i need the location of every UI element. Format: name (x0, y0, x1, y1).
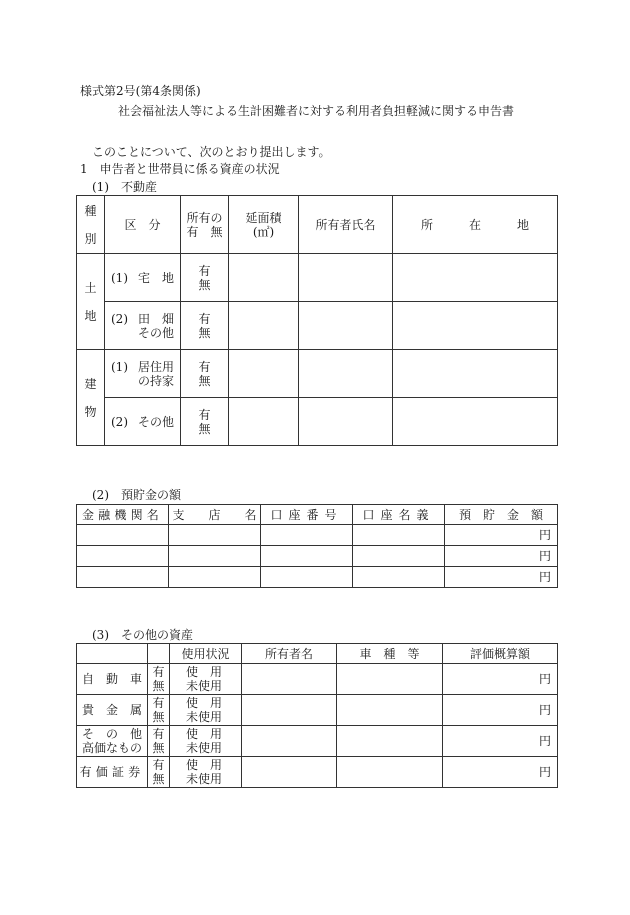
yes-no-header-blank (148, 644, 170, 664)
bank-name-cell[interactable] (77, 525, 169, 546)
owner-name-cell[interactable] (299, 398, 393, 446)
owner-cell[interactable] (242, 757, 337, 788)
ownership-header: 所有の 有 無 (181, 196, 229, 254)
floor-area-cell[interactable] (229, 398, 299, 446)
account-holder-header: 口座名義 (353, 505, 445, 525)
owner-cell[interactable] (242, 726, 337, 757)
table-row (77, 757, 558, 788)
owner-cell[interactable] (242, 695, 337, 726)
yes-no-cell: 有 無 (148, 664, 170, 695)
yes-no-cell: 有 無 (148, 726, 170, 757)
balance-cell[interactable]: 円 (445, 525, 558, 546)
account-holder-cell[interactable] (353, 567, 445, 588)
kind-building: 建 物 (77, 350, 105, 446)
vehicle-type-cell[interactable] (337, 757, 443, 788)
savings-heading: (2) 預貯金の額 (92, 488, 181, 502)
bank-name-cell[interactable] (77, 546, 169, 567)
branch-name-cell[interactable] (169, 567, 261, 588)
real-estate-table (76, 195, 558, 446)
table-row (77, 695, 558, 726)
usage-header: 使用状況 (170, 644, 242, 664)
asset-label: そ の 他 高価なもの (77, 726, 148, 757)
floor-area-header: 延面積 (㎡) (229, 196, 299, 254)
owner-header: 所有者名 (242, 644, 337, 664)
real-estate-heading: (1) 不動産 (92, 180, 157, 194)
category-cell: (2) その他 (105, 398, 181, 446)
table-row (77, 567, 558, 588)
account-number-header: 口座番号 (261, 505, 353, 525)
location-cell[interactable] (393, 254, 558, 302)
intro-text: このことについて、次のとおり提出します。 (92, 145, 331, 159)
ownership-cell: 有 無 (181, 302, 229, 350)
valuation-cell[interactable]: 円 (443, 726, 558, 757)
vehicle-type-header: 車 種 等 (337, 644, 443, 664)
vehicle-type-cell[interactable] (337, 695, 443, 726)
table-row (77, 350, 558, 398)
usage-cell: 使 用 未使用 (170, 664, 242, 695)
table-row (77, 398, 558, 446)
balance-cell[interactable]: 円 (445, 567, 558, 588)
owner-name-cell[interactable] (299, 302, 393, 350)
valuation-cell[interactable]: 円 (443, 664, 558, 695)
location-cell[interactable] (393, 398, 558, 446)
kind-land: 土 地 (77, 254, 105, 350)
savings-table (76, 504, 558, 588)
branch-name-cell[interactable] (169, 546, 261, 567)
category-cell: (2) 田 畑 その他 (105, 302, 181, 350)
location-cell[interactable] (393, 302, 558, 350)
account-number-cell[interactable] (261, 567, 353, 588)
yes-no-cell: 有 無 (148, 695, 170, 726)
usage-cell: 使 用 未使用 (170, 757, 242, 788)
ownership-cell: 有 無 (181, 398, 229, 446)
branch-name-cell[interactable] (169, 525, 261, 546)
category-header: 区 分 (105, 196, 181, 254)
other-assets-heading: (3) その他の資産 (92, 628, 193, 642)
document-title: 社会福祉法人等による生計困難者に対する利用者負担軽減に関する申告書 (118, 104, 515, 118)
table-row (77, 302, 558, 350)
location-header: 所 在 地 (393, 196, 558, 254)
bank-name-cell[interactable] (77, 567, 169, 588)
account-number-cell[interactable] (261, 546, 353, 567)
table-row (77, 254, 558, 302)
location-cell[interactable] (393, 350, 558, 398)
branch-name-header: 支 店 名 (169, 505, 261, 525)
category-cell: (1) 宅 地 (105, 254, 181, 302)
floor-area-cell[interactable] (229, 350, 299, 398)
account-holder-cell[interactable] (353, 546, 445, 567)
balance-cell[interactable]: 円 (445, 546, 558, 567)
table-row (77, 546, 558, 567)
form-number: 様式第2号(第4条関係) (80, 84, 201, 98)
owner-cell[interactable] (242, 664, 337, 695)
account-number-cell[interactable] (261, 525, 353, 546)
usage-cell: 使 用 未使用 (170, 695, 242, 726)
vehicle-type-cell[interactable] (337, 664, 443, 695)
yes-no-cell: 有 無 (148, 757, 170, 788)
section-heading: 1 申告者と世帯員に係る資産の状況 (80, 162, 280, 176)
table-row (77, 664, 558, 695)
asset-label: 貴 金 属 (77, 695, 148, 726)
valuation-cell[interactable]: 円 (443, 757, 558, 788)
ownership-cell: 有 無 (181, 254, 229, 302)
asset-label: 有価証券 (77, 757, 148, 788)
table-row (77, 525, 558, 546)
valuation-header: 評価概算額 (443, 644, 558, 664)
asset-label: 自 動 車 (77, 664, 148, 695)
account-holder-cell[interactable] (353, 525, 445, 546)
label-header-blank (77, 644, 148, 664)
owner-name-header: 所有者氏名 (299, 196, 393, 254)
ownership-cell: 有 無 (181, 350, 229, 398)
bank-name-header: 金融機関名 (77, 505, 169, 525)
floor-area-cell[interactable] (229, 302, 299, 350)
floor-area-cell[interactable] (229, 254, 299, 302)
valuation-cell[interactable]: 円 (443, 695, 558, 726)
category-cell: (1) 居住用 の持家 (105, 350, 181, 398)
usage-cell: 使 用 未使用 (170, 726, 242, 757)
vehicle-type-cell[interactable] (337, 726, 443, 757)
other-assets-table (76, 643, 558, 788)
table-row (77, 726, 558, 757)
owner-name-cell[interactable] (299, 254, 393, 302)
owner-name-cell[interactable] (299, 350, 393, 398)
balance-header: 預 貯 金 額 (445, 505, 558, 525)
kind-header: 種 別 (77, 196, 105, 254)
